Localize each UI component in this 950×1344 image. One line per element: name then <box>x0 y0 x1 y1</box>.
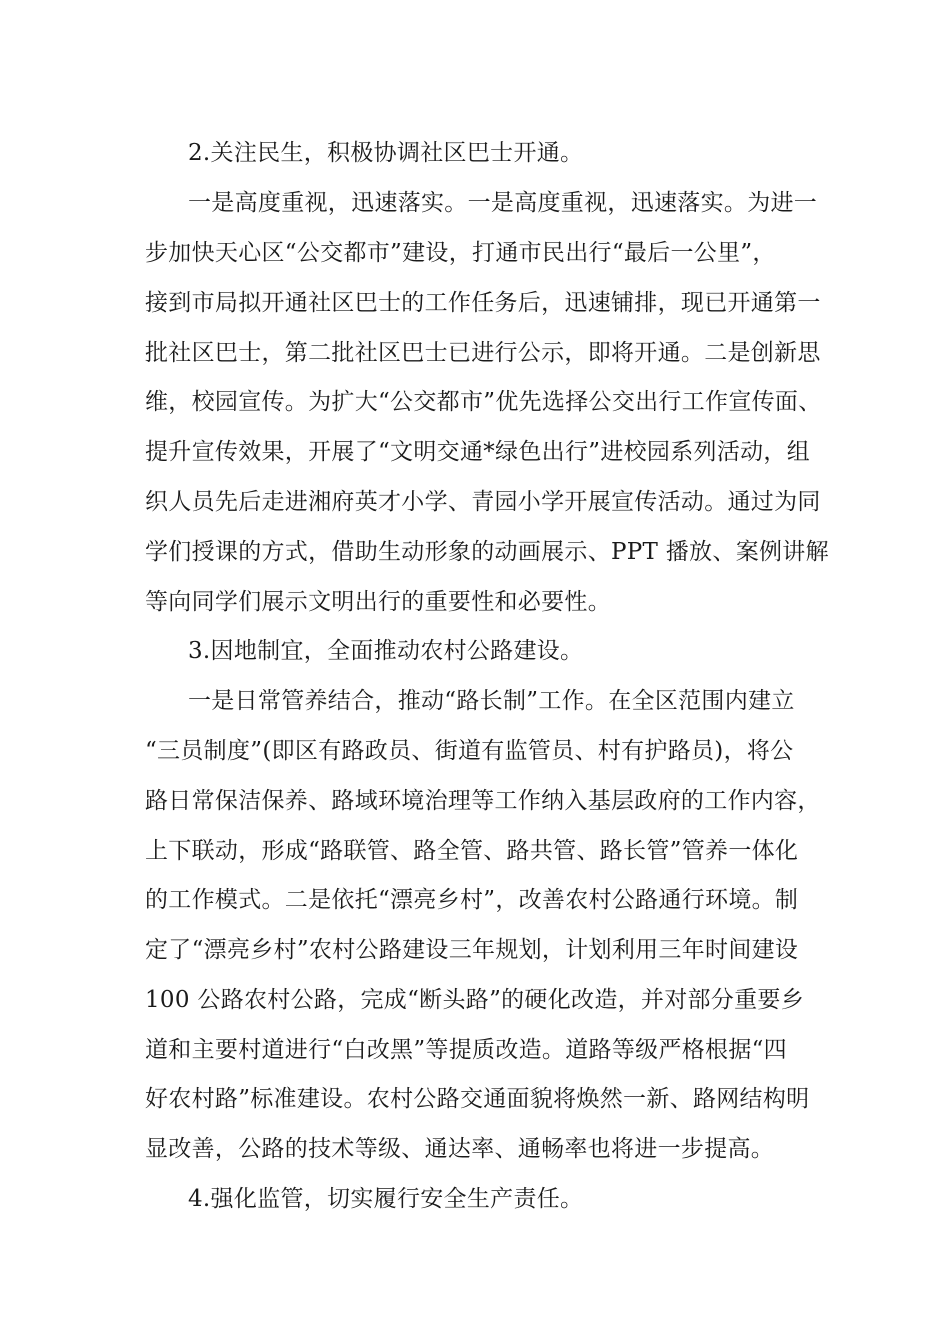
paragraph-line: 道和主要村道进行“白改黑”等提质改造。道路等级严格根据“四 <box>145 1037 787 1063</box>
paragraph-line: 路日常保洁保养、路域环境治理等工作纳入基层政府的工作内容， <box>145 788 821 814</box>
paragraph-line: 织人员先后走进湘府英才小学、青园小学开展宣传活动。通过为同 <box>145 489 821 515</box>
paragraph-line: 的工作模式。二是依托“漂亮乡村”，改善农村公路通行环境。制 <box>145 887 799 913</box>
paragraph-line: 维，校园宣传。为扩大“公交都市”优先选择公交出行工作宣传面、 <box>145 389 822 415</box>
paragraph-line: 显改善，公路的技术等级、通达率、通畅率也将进一步提高。 <box>145 1136 775 1162</box>
paragraph-line: 等向同学们展示文明出行的重要性和必要性。 <box>145 589 611 615</box>
paragraph-line: “三员制度”(即区有路政员、街道有监管员、村有护路员)，将公 <box>145 738 794 764</box>
paragraph-line: 好农村路”标准建设。农村公路交通面貌将焕然一新、路网结构明 <box>145 1086 810 1112</box>
heading-4: 4.强化监管，切实履行安全生产责任。 <box>188 1186 584 1212</box>
paragraph-line: 批社区巴士，第二批社区巴士已进行公示，即将开通。二是创新思 <box>145 340 821 366</box>
paragraph-line: 接到市局拟开通社区巴士的工作任务后，迅速铺排，现已开通第一 <box>145 290 821 316</box>
heading-2: 2.关注民生，积极协调社区巴士开通。 <box>188 140 584 166</box>
paragraph-line: 学们授课的方式，借助生动形象的动画展示、PPT 播放、案例讲解 <box>145 539 829 565</box>
paragraph-line: 一是日常管养结合，推动“路长制”工作。在全区范围内建立 <box>188 688 795 714</box>
heading-3: 3.因地制宜，全面推动农村公路建设。 <box>188 638 584 664</box>
paragraph-line: 100 公路农村公路，完成“断头路”的硬化改造，并对部分重要乡 <box>145 987 805 1013</box>
paragraph-line: 上下联动，形成“路联管、路全管、路共管、路长管”管养一体化 <box>145 838 799 864</box>
paragraph-line: 提升宣传效果，开展了“文明交通*绿色出行”进校园系列活动，组 <box>145 439 811 465</box>
paragraph-line: 一是高度重视，迅速落实。一是高度重视，迅速落实。为进一 <box>188 190 818 216</box>
paragraph-line: 步加快天心区“公交都市”建设，打通市民出行“最后一公里”， <box>145 240 776 266</box>
paragraph-line: 定了“漂亮乡村”农村公路建设三年规划，计划利用三年时间建设 <box>145 937 799 963</box>
